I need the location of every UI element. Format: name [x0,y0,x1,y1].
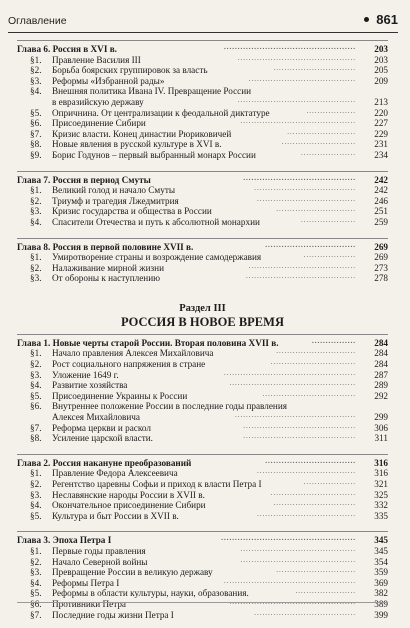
entry-title: От обороны к наступлению [52,273,160,284]
leader-dots: ........................................... [237,53,356,62]
entry-page: 229 [374,128,388,139]
entry-page: 227 [374,118,388,129]
entry-page: 287 [374,369,388,380]
toc-entry [17,76,388,87]
leader-dots: ..................................... [254,608,356,617]
leader-dots: ........................................... [237,95,356,104]
toc-entry [17,217,388,228]
leader-dots: ................................................ [224,368,356,377]
paragraph-number: §1. [30,252,42,263]
leader-dots: .............................................. [229,379,356,388]
leader-dots: ................... [303,478,356,486]
chapter-title: Глава 3. Эпоха Петра I [17,535,112,546]
entry-title: Присоединение Сибири [52,118,146,129]
entry-title: Усиление царской власти. [52,433,153,444]
leader-dots: ................................. [265,240,356,249]
paragraph-number: §5. [30,107,42,118]
entry-title-continued: Алексея Михайловича [52,412,141,423]
paragraph-number: §3. [30,273,42,284]
entry-title: Превращение России в великую державу [52,567,213,578]
paragraph-number: §1. [30,185,42,196]
leader-dots: ................................................. [221,534,356,543]
leader-dots: ................ [312,336,356,345]
paragraph-number: §7. [30,422,42,433]
entry-page: 332 [374,500,388,511]
leader-dots: ............................. [276,566,356,575]
entry-title: Противники Петра [52,598,126,609]
entry-page: 321 [374,479,388,489]
entry-page: 289 [374,380,388,391]
entry-page: 209 [374,75,388,86]
section-title: РОССИЯ В НОВОЕ ВРЕМЯ [121,314,284,329]
paragraph-number: §2. [30,262,42,273]
entry-page: 345 [374,545,388,556]
leader-dots: ......................................... [243,173,356,182]
paragraph-number: §2. [30,359,42,370]
paragraph-number: §7. [30,609,42,620]
header-rule [8,32,398,33]
entry-title: Борис Годунов – первый выбранный монарх России [52,149,256,160]
header-title: Оглавление [8,15,67,27]
block-gap [17,161,388,169]
entry-page: 231 [374,139,388,150]
paragraph-number: §1. [30,545,42,556]
entry-page: 273 [374,262,388,273]
entry-title: Регентство царевны Софьи и приход к власти Петра I [52,479,262,489]
chapter-rule [17,531,388,532]
chapter-rule [17,40,388,41]
table-of-contents [17,38,388,628]
chapter-rule [17,334,388,335]
chapter-page: 345 [374,535,388,546]
leader-dots: ................................. [265,456,356,465]
toc-entry [17,273,388,284]
leader-dots: ................................................ [224,576,356,585]
toc-entry [17,511,388,522]
paragraph-number: §2. [30,556,42,567]
entry-title: Реформы в области культуры, науки, образования. [52,588,249,599]
leader-dots: .................................... [257,509,356,518]
paragraph-number: §4. [30,500,42,511]
entry-page: 205 [374,65,388,76]
leader-dots: .............................................. [229,597,356,606]
leader-dots: .................... [301,148,356,157]
entry-title: Спасители Отечества и путь к абсолютной монархии [52,216,260,227]
leader-dots: ....................................... [248,74,356,83]
paragraph-number: §5. [30,390,42,401]
toc-part-2 [17,334,388,628]
leader-dots: ............................................ [235,411,356,420]
paragraph-number: §1. [30,468,42,479]
entry-title: Правление Федора Алексеевича [52,468,178,479]
leader-dots: .......................................... [240,544,356,553]
toc-part-1 [17,40,388,292]
entry-title: Начало правления Алексея Михайловича [52,348,214,359]
paragraph-number: §3. [30,75,42,86]
leader-dots: ...................... [295,587,356,596]
paragraph-number: §4. [30,577,42,588]
entry-title: Новые явления в русской культуре в XVI в. [52,139,222,150]
entry-title: Реформы Петра I [52,577,120,588]
running-header [8,12,398,30]
chapter-rule [17,171,388,172]
entry-title: Внешняя политика Ивана IV. Превращение России [52,86,252,97]
entry-page: 213 [374,96,388,107]
entry-page: 354 [374,556,388,567]
entry-title: Правление Василия III [52,54,141,65]
paragraph-number: §4. [30,216,42,227]
chapter-title: Глава 1. Новые черты старой России. Вторая половина XVII в. [17,337,279,348]
entry-page: 278 [374,273,388,284]
entry-page: 234 [374,149,388,160]
section-heading [17,302,388,330]
block-gap [17,444,388,452]
entry-title-continued: в евразийскую державу [52,96,144,107]
leader-dots: .......................................... [240,555,356,564]
entry-title: Реформа церкви и раскол [52,422,151,433]
entry-title: Триумф и трагедия Лжедмитрия [52,195,179,206]
paragraph-number: §3. [30,567,42,578]
chapter-title: Глава 7. Россия в период Смуты [17,174,151,185]
entry-title: Великий голод и начало Смуты [52,185,176,196]
chapter-rule [17,454,388,455]
entry-title: Начало Северной войны [52,556,148,567]
leader-dots: ............................. [276,205,356,214]
paragraph-number: §8. [30,139,42,150]
entry-page: 259 [374,216,388,227]
entry-title: Присоединение Украины к России [52,390,188,401]
leader-dots: .............................. [273,499,356,508]
paragraph-number: §4. [30,86,42,97]
entry-page: 284 [374,359,388,370]
entry-page: 251 [374,206,388,217]
leader-dots: ..................................... [254,184,356,193]
entry-title: Налаживание мирной жизни [52,262,164,273]
entry-page: 382 [374,588,388,599]
block-gap [17,521,388,529]
leader-dots: ......................... [287,127,356,136]
leader-dots: .................................. [262,389,356,398]
chapter-page: 284 [374,337,388,348]
chapter-rule [17,238,388,239]
paragraph-number: §3. [30,206,42,217]
paragraph-number: §4. [30,380,42,391]
toc-entry [17,610,388,621]
chapter-page: 316 [374,457,388,468]
leader-dots: ................... [303,251,356,260]
paragraph-number: §8. [30,433,42,444]
entry-title: Умиротворение страны и возрождение самодержавия [52,252,262,263]
leader-dots: ............................... [270,488,356,497]
paragraph-number: §1. [30,348,42,359]
paragraph-number: §2. [30,65,42,76]
paragraph-number: §2. [30,195,42,206]
chapter-title: Глава 8. Россия в первой половине XVII в. [17,241,194,252]
entry-page: 325 [374,489,388,500]
entry-page: 246 [374,195,388,206]
entry-page: 269 [374,252,388,263]
entry-title: Окончательное присоединение Сибири [52,500,206,511]
entry-title: Последние годы жизни Петра I [52,609,174,620]
entry-title: Опричнина. От централизации к феодальной диктатуре [52,107,270,118]
leader-dots: .................................... [257,194,356,203]
leader-dots: ......................................... [243,421,356,430]
chapter-page: 242 [374,174,388,185]
leader-dots: ............................... [270,358,356,367]
entry-page: 284 [374,348,388,359]
paragraph-number: §2. [30,479,42,489]
paragraph-number: §1. [30,54,42,65]
entry-page: 335 [374,510,388,521]
entry-page: 299 [374,412,388,423]
entry-page: 359 [374,567,388,578]
entry-title: Первые годы правления [52,545,146,556]
paragraph-number: §5. [30,510,42,521]
leader-dots: ................................................ [224,43,356,51]
leader-dots: ............................. [276,347,356,356]
entry-title: Развитие хозяйства [52,380,128,391]
leader-dots: ....................................... [248,261,356,270]
block-gap [17,228,388,236]
page-number: 861 [376,12,398,27]
paragraph-number: §6. [30,118,42,129]
paragraph-number: §7. [30,128,42,139]
leader-dots: ........................................ [246,272,356,281]
leader-dots: .......................................... [240,117,356,126]
entry-title: Культура и быт России в XVII в. [52,510,179,521]
bottom-rule [17,602,388,603]
chapter-page: 203 [374,44,388,54]
entry-page: 311 [374,433,388,444]
paragraph-number: §5. [30,588,42,599]
entry-title: Кризис власти. Конец династии Рюриковичей [52,128,232,139]
entry-page: 316 [374,468,388,479]
chapter-page: 269 [374,241,388,252]
entry-page: 292 [374,390,388,401]
paragraph-number: §9. [30,149,42,160]
leader-dots: .................................... [257,467,356,476]
chapter-title: Глава 2. Россия накануне преобразований [17,457,192,468]
entry-title: Кризис государства и общества в России [52,206,212,217]
leader-dots: ......................................... [243,432,356,441]
section-label: Раздел III [179,302,226,314]
entry-page: 242 [374,185,388,196]
bullet-icon [364,17,369,22]
paragraph-number: §3. [30,489,42,500]
entry-title: Рост социального напряжения в стране [52,359,206,370]
entry-title: Реформы «Избранной рады» [52,75,165,86]
paragraph-number: §6. [30,598,42,609]
entry-page: 306 [374,422,388,433]
toc-entry [17,391,388,402]
entry-title: Борьба боярских группировок за власть [52,65,208,76]
entry-title: Уложение 1649 г. [52,369,119,380]
leader-dots: .................. [306,106,356,115]
chapter-title: Глава 6. Россия в XVI в. [17,44,117,54]
entry-title: Внутреннее положение России в последние годы правления [52,401,287,412]
leader-dots: .................... [301,215,356,224]
entry-page: 220 [374,107,388,118]
entry-page: 389 [374,598,388,609]
entry-page: 399 [374,609,388,620]
entry-title: Неславянские народы России в XVII в. [52,489,205,500]
entry-page: 203 [374,54,388,65]
toc-entry [17,433,388,444]
paragraph-number: §6. [30,401,42,412]
paragraph-number: §3. [30,369,42,380]
leader-dots: .............................. [273,64,356,73]
entry-page: 369 [374,577,388,588]
block-gap [17,620,388,628]
leader-dots: ........................... [281,138,356,147]
block-gap [17,284,388,292]
toc-entry [17,150,388,161]
